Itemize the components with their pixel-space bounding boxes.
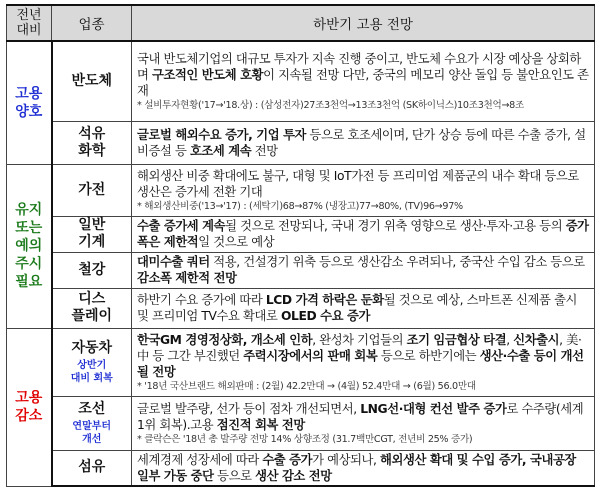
industry-petrochemical xyxy=(52,121,132,164)
desc-bold-seg: 구조적인 반도체 호황 xyxy=(152,67,264,82)
industry-steel: 철강 xyxy=(52,252,132,288)
group-decline-line2: 감소 xyxy=(15,408,43,424)
desc-seg: 하반기 수요 증가에 따라 xyxy=(137,293,266,307)
group-good-line2: 양호 xyxy=(15,103,43,120)
outlook-petrochemical xyxy=(132,121,595,164)
industry-machinery-line2: 기계 xyxy=(78,234,106,250)
desc-seg: 등으로 xyxy=(213,468,256,483)
row-machinery xyxy=(7,216,595,252)
row-semiconductor xyxy=(7,41,595,121)
desc-bold-seg: 대미수출 쿼터 xyxy=(137,255,210,269)
desc-bold-seg: 수출 증가세 계속 xyxy=(137,219,226,233)
desc-seg: 해외생산 비중 확대에도 불구, 대형 및 IoT가전 등 프리미엄 제품군의 내수 확대 등으로 생산은 증가세 전환 기대 xyxy=(137,168,579,199)
automobile-subnote-line1: 상반기 xyxy=(77,359,107,371)
row-petrochemical xyxy=(7,121,595,164)
employment-outlook-table xyxy=(6,4,595,487)
desc-bold-seg: 감소폭 제한적 전망 xyxy=(137,271,237,285)
desc-seg: 될 것으로 전망되나, 국내 경기 위축 영향으로 생산·투자·고용 등의 xyxy=(225,219,566,233)
employment-outlook-table-container xyxy=(6,4,594,487)
desc-bold-seg: 글로벌 해외수요 증가, 기업 투자 xyxy=(137,127,307,142)
desc-seg: 적용, 건설경기 위축 등으로 생산감소 우려되나, 중국산 수입 감소 등으로 xyxy=(209,255,585,269)
note-automobile: * '18년 국산브랜드 해외판매 : (2월) 42.2만대 → (4월) 52.4만대 → (6월) 56.0만대 xyxy=(137,380,476,392)
group-watch-line1: 유지 xyxy=(15,202,43,218)
desc-seg: , 완성차 기업들의 xyxy=(312,332,407,347)
industry-display-line1: 디스 xyxy=(78,291,106,307)
outlook-automobile xyxy=(132,328,595,396)
industry-textile: 섬유 xyxy=(52,450,132,486)
shipbuilding-subnote-line1: 연말부터 xyxy=(72,420,112,432)
desc-seg: 글로벌 발주량, 선가 등이 점차 개선되면서, xyxy=(137,401,361,416)
desc-bold-seg: 점진적 회복 전망 xyxy=(216,417,305,432)
note-shipbuilding: * 클락슨은 '18년 총 발주량 전망 14% 상향조정 (31.7백만CGT, 전년비 25% 증가) xyxy=(137,433,473,445)
row-appliances xyxy=(7,164,595,216)
group-watch-line2: 또는 xyxy=(15,220,43,236)
automobile-subnote xyxy=(53,359,132,385)
outlook-shipbuilding xyxy=(132,396,595,450)
shipbuilding-subnote-line2: 개선 xyxy=(82,433,102,445)
desc-seg: 될 것으로 예상, 스마트폰 신제품 출시 및 프리미엄 TV수요 확대로 xyxy=(137,293,577,323)
row-display xyxy=(7,288,595,328)
desc-seg: 국내 반도체기업의 대규모 투자가 지속 진행 중이고, 반도체 수요가 시장 예상을 상회하며 xyxy=(137,51,581,82)
shipbuilding-subnote xyxy=(53,420,132,446)
header-yoy-line2: 대비 xyxy=(16,23,42,38)
desc-bold-seg: 수출 증가 xyxy=(262,452,313,467)
header-yoy xyxy=(7,5,52,41)
desc-bold-seg: LNG선·대형 컨선 발주 증가 xyxy=(360,401,507,416)
group-decline xyxy=(7,328,52,486)
outlook-machinery xyxy=(132,216,595,252)
desc-seg: 로 수주량(세계 1위 회복).고용 xyxy=(137,401,584,432)
industry-automobile-name: 자동차 xyxy=(71,339,113,356)
industry-automobile xyxy=(52,328,132,396)
desc-bold-seg: 증가폭은 제한적 xyxy=(137,219,589,249)
industry-display xyxy=(52,288,132,328)
desc-bold-seg: 호조세 계속 xyxy=(189,143,252,158)
industry-petrochemical-line1: 석유 xyxy=(78,125,106,142)
industry-petrochemical-line2: 화학 xyxy=(78,142,106,159)
outlook-semiconductor xyxy=(132,41,595,121)
desc-bold-seg: 생산 감소 전망 xyxy=(255,468,332,483)
industry-semiconductor: 반도체 xyxy=(52,41,132,121)
industry-shipbuilding xyxy=(52,396,132,450)
desc-bold-seg: 조기 임금협상 타결 xyxy=(406,332,507,347)
group-watch-line4: 주시 xyxy=(15,256,43,272)
outlook-textile xyxy=(132,450,595,486)
industry-machinery-line1: 일반 xyxy=(78,217,106,233)
group-good xyxy=(7,41,52,164)
industry-appliances: 가전 xyxy=(52,164,132,216)
group-watch-line3: 예의 xyxy=(15,238,43,254)
industry-shipbuilding-name: 조선 xyxy=(78,400,106,417)
industry-machinery xyxy=(52,216,132,252)
group-decline-line1: 고용 xyxy=(15,390,43,406)
desc-bold-seg: 생산·수출 등이 개선될 전망 xyxy=(137,348,584,379)
desc-bold-seg: 해외생산 확대 및 수입 증가, 국내공장 일부 가동 중단 xyxy=(137,452,576,483)
header-row xyxy=(7,5,595,41)
desc-seg: 일 것으로 예상 xyxy=(198,235,275,249)
outlook-display xyxy=(132,288,595,328)
desc-seg: 이 지속될 전망 다만, 중국의 메모리 양산 돌입 등 불안요인도 존재 xyxy=(137,67,589,98)
desc-bold-seg: 신차출시 xyxy=(513,332,560,347)
automobile-subnote-line2: 대비 회복 xyxy=(70,372,113,384)
row-steel xyxy=(7,252,595,288)
desc-seg: 전망 xyxy=(251,143,278,158)
desc-bold-seg: 주력시장에서의 판매 회복 xyxy=(243,348,378,363)
row-automobile xyxy=(7,328,595,396)
desc-seg: , 美·中 등 그간 부진했던 xyxy=(137,332,582,363)
desc-seg: 세계경제 성장세에 따라 xyxy=(137,452,263,467)
desc-seg: , xyxy=(506,332,514,347)
header-outlook: 하반기 고용 전망 xyxy=(132,5,595,41)
desc-seg: 가 예상되나, xyxy=(312,452,381,467)
desc-bold-seg: 한국GM 경영정상화, 개소세 인하 xyxy=(137,332,313,347)
desc-seg: 등으로 호조세이며, 단가 상승 등에 따른 수출 증가, 설비증설 등 xyxy=(137,127,586,158)
row-textile xyxy=(7,450,595,486)
outlook-steel xyxy=(132,252,595,288)
desc-bold-seg: LCD 가격 하락은 둔화 xyxy=(265,293,384,307)
group-watch xyxy=(7,164,52,328)
note-appliances: * 해외생산비중('13→'17) : (세탁기)68→87% (냉장고)77→80%, (TV)96→97% xyxy=(137,200,463,212)
header-industry: 업종 xyxy=(52,5,132,41)
row-shipbuilding xyxy=(7,396,595,450)
desc-bold-seg: OLED 수요 증가 xyxy=(280,309,370,323)
outlook-appliances xyxy=(132,164,595,216)
group-good-line1: 고용 xyxy=(15,85,43,102)
group-watch-line5: 필요 xyxy=(15,274,43,290)
header-yoy-line1: 전년 xyxy=(16,8,42,23)
note-semiconductor: * 설비투자현황('17→'18.상) : (삼성전자)27조3천억→13조3천억 (SK하이닉스)10조3천억→8조 xyxy=(137,99,524,111)
desc-seg: 등으로 하반기에는 xyxy=(377,348,480,363)
industry-display-line2: 플레이 xyxy=(71,308,113,324)
